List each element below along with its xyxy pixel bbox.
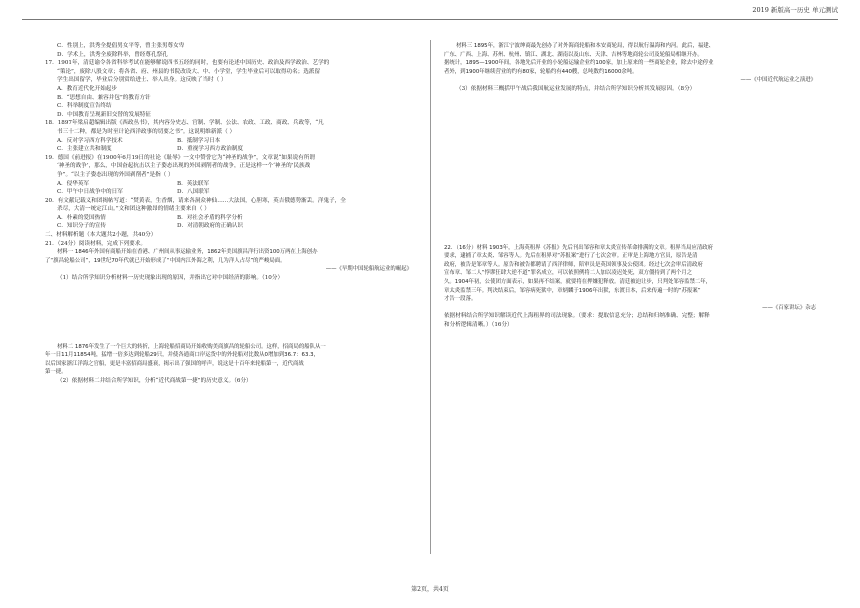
right-column [444, 42, 824, 330]
q21-material-3-source: ——《中国近代航运业之演进》 [740, 77, 816, 84]
header-title: 2019 新版高一历史 单元测试 [752, 6, 838, 14]
q22-question: 和分析逻辑清晰。）（16分） [444, 321, 513, 328]
q19-option-d: D．八国联军 [177, 189, 210, 196]
q18-option-a: A．反对学习西方科学技术 [57, 137, 123, 144]
q21-material-3: 者外，到1900年继续营业的约有80家，轮船约有440艘，总吨数约16000余吨。 [444, 68, 638, 75]
q22-material: 22．（16分）材料 1903年，上海英租界《苏报》先后刊出邹容和章太炎宣传革命排满的文章。租界当局应清政府 [444, 244, 714, 251]
q22-material: 要求，逮捕了章太炎、邹容等人。先后在租界对“苏报案”进行了七次会审。正审是上海地方官员，原告是清 [444, 253, 698, 260]
q19-option-c: C．甲午中日战争中的日军 [57, 189, 123, 196]
answer-space [444, 214, 824, 244]
q21-material-2: 材料二 1876年发生了一个巨大的转折，上海轮船招商局开始收购美商旗昌的轮船公司。这样，招商局的船队从一 [57, 343, 326, 350]
q21-material-2: 年一日11月11854吨，猛增一倍多达到轮船29只，并使各通商口岸运货中的外轮船对比数从0增加到36.7：63.3， [45, 352, 319, 359]
left-column [45, 42, 420, 386]
page-header [0, 0, 860, 22]
q17-text: “策论”，废除八股文章；将各省、府、州县的书院改设大、中、小学堂，学生毕业后可以取得功名；选派留 [57, 68, 321, 75]
section-heading: 二、材料解析题（本大题共2小题，共40分） [45, 232, 157, 239]
q21-material-3: 广东、广西、上海、苏州、杭州、镇江、湖北、湖南以及山东、天津、吉林等地商轮公司及轮船局相继开办。 [444, 51, 703, 58]
q21-material-2: 以后国家浙江洋海之官船，更是丰富招商局盛衰，揭示出了强国的呼声，说这是十百年来轮船第一，近代商战 [45, 360, 304, 367]
q20-text: 20．有文献记载义和团揭帖写道：“焚黄表，生香烟，请来各洞众神仙……大法国，心胆寒，英吉俄德势渐丢。洋鬼子，全 [45, 197, 346, 204]
q22-material: 政府，被告是邹章等人。原告和被告都聘请了西洋律师，陪审员是英国领事及公使团。经过七次会审后清政府 [444, 261, 703, 268]
q16-option-d: D．学术上，洪秀全废除科举，曾经尊孔祭孔 [57, 51, 168, 58]
q22-material: 久。1904年初，公使团方面表示，如果再不结案，就要将在押嫌犯释放。清廷被迫让步，只判处邹容监禁二年， [444, 278, 712, 285]
q19-option-b: B．英法联军 [177, 180, 210, 187]
q21-material-1: 材料一 1846年外国有商船开始在香港、广州间从事运输业务，1862年美国旗昌洋行出资100万两在上海创办 [57, 249, 318, 256]
q22-material: 才告一段落。 [444, 296, 477, 303]
q18-option-c: C．主张建立共和制度 [57, 146, 112, 153]
q18-options-row [45, 145, 420, 154]
q22-material: 宣布章、邹二人“悖谬狂肆大逆不道”罪名成立，可以依照例将二人加以凌迟处死，双方僵持到了两个月之 [444, 270, 693, 277]
q20-option-c: C．知识分子的宣传 [57, 223, 107, 230]
q17-text: 学生出国留学，毕业后分别赏给进士、举人出身。这反映了当时（ ） [57, 77, 227, 84]
q18-option-d: D．重视学习西方政治制度 [177, 146, 244, 153]
q22-question: 依据材料结合所学知识解读近代上海租界的司法现象。（要求：提取信息充分；总结和归纳准确、完整；解释 [444, 313, 710, 320]
q21-material-3: 材料三 1895年，浙江宁波绅商最先创办了对外海商轮船和本安商轮局，得以航行温海和内河。此后，福建、 [456, 43, 715, 49]
q21-heading: 21．（24分）阅读材料，完成下列要求。 [45, 240, 146, 247]
q19-text: ‘神圣的战争’，那么，中国奋起抗击以主子姿态出现的外国剥削者的战争，正是这样一个‘神圣的’民族战 [57, 163, 311, 170]
q20-option-a: A．朴素的爱国热情 [57, 214, 106, 221]
q20-text: 杀尽，大清一统定江山。”文和团这种激昂的情绪主要来自（ ） [57, 206, 210, 213]
q21-material-1: 了“旗昌轮船公司”，19世纪70年代就已开始形成了“中国内江外海之利，几为洋人占尽”的严峻局面。 [45, 257, 286, 264]
q21-question-2: （2）依据材料二并结合所学知识，分析“近代商战第一捷”的历史意义。（6分） [57, 378, 252, 384]
q19-text: 争”。“以主子姿态出现的外国剥削者”是指（ ） [57, 171, 174, 178]
q17-option-c: C．科举制度宣告终结 [57, 103, 112, 110]
answer-space [444, 154, 824, 214]
header-rule [22, 19, 838, 20]
q18-options-row [45, 137, 420, 146]
q18-text: 书三十二种，都是为时至计论西洋政事的切要之书”。这说明维新派（ ） [57, 128, 236, 135]
q21-question-3: （3）依据材料三概括甲午战后我国航运业发展的特点，并结合所学知识分析其发展原因。（8分） [456, 85, 696, 92]
q17-option-a: A．教育近代化开始起步 [57, 85, 117, 92]
q17-option-b: B．“思想自由、兼容并包”的教育方针 [57, 94, 151, 101]
q20-options-row [45, 222, 420, 231]
page-number: 第2页，共4页 [411, 586, 449, 593]
q19-options-row [45, 180, 420, 189]
q20-option-b: B．对社会矛盾的科学分析 [177, 214, 243, 221]
q17-option-d: D．中国教育呈现新旧交替的发展特征 [57, 111, 151, 118]
answer-space [45, 283, 420, 343]
q17-text: 17．1901年，清廷谕令各省科举考试在能够解说四书五经的同时，也要有论述中国历史、政治及西学政治、艺学的 [45, 60, 330, 67]
q21-material-2: 第一捷。 [45, 369, 67, 376]
answer-space [444, 94, 824, 154]
q18-option-b: B．抵制学习日本 [177, 137, 221, 144]
q21-question-1: （1）结合所学知识分析材料一历史现象出现的原因，并指出它对中国经济的影响。（10分） [57, 275, 284, 282]
q22-material: 章太炎监禁三年。判决结束后，邹容病死狱中，章炳麟于1906年出狱，东渡日本，后来传遍一时的“苏报案” [444, 287, 701, 294]
column-divider [430, 40, 431, 554]
q22-source: ——《百家讲坛》杂志 [762, 304, 816, 311]
q16-option-c: C．性别上，洪秀全提倡男女平等，曾主张男尊女卑 [57, 43, 185, 49]
q19-text: 19．德国《前进报》在1900年6月19日的社论《耻辱》一文中赞誉它为“神圣的战争”，文章说“如果说有所谓 [45, 154, 315, 161]
q20-option-d: D．对清朝政府的正确认识 [177, 223, 244, 230]
q20-options-row [45, 214, 420, 223]
q18-text: 18．1897年梁启超编辑出版《西政丛书》，其内容分史志、官制、学制、公法、农政、工政、商政、兵政等，“凡 [45, 120, 324, 127]
q19-option-a: A．侵华英军 [57, 180, 90, 187]
q21-material-3: 据统计，1895—1900年间，各地先后开业的小轮船运输企业约100家，加上原来的一些商轮企业，除去中途停业 [444, 60, 714, 67]
q19-options-row [45, 188, 420, 197]
q21-material-1-source: ——《早期中国轮船航运业的崛起》 [325, 266, 412, 273]
